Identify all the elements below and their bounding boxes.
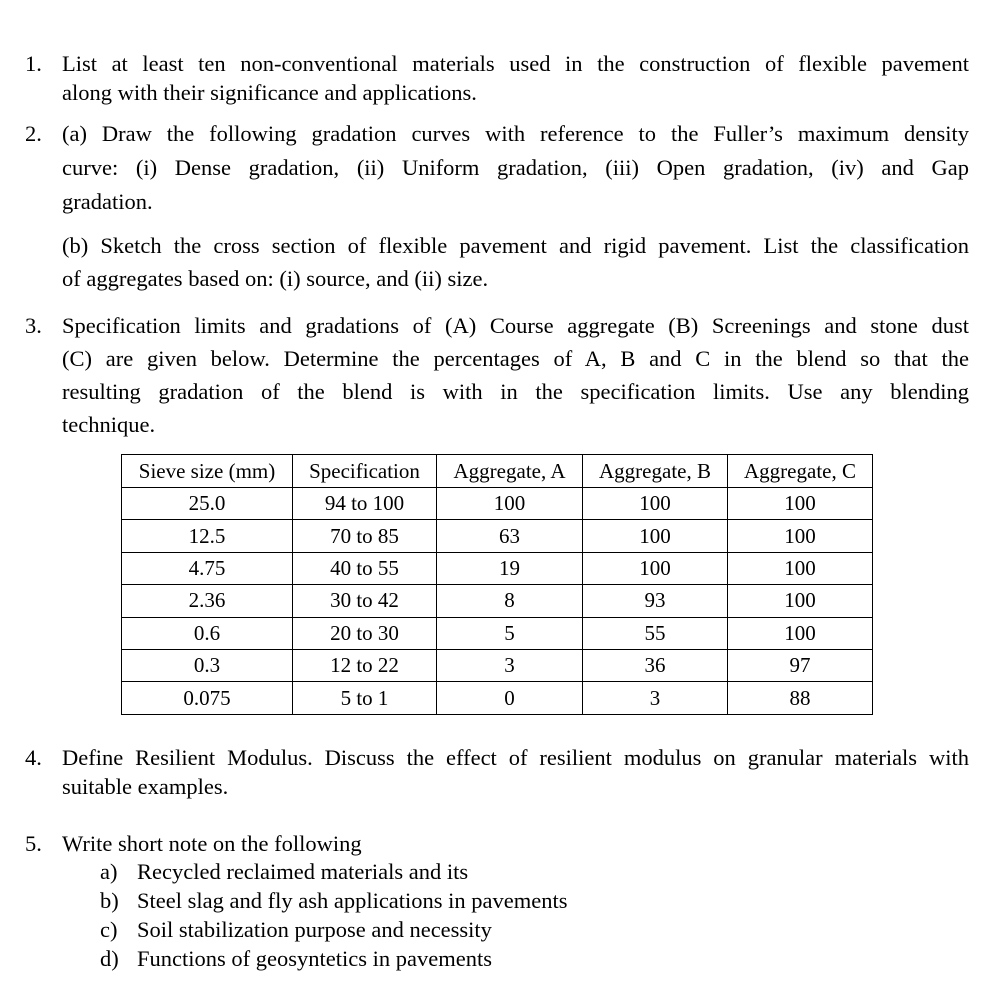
table-cell: 100	[437, 488, 583, 520]
column-header: Sieve size (mm)	[122, 455, 293, 488]
table-cell: 100	[728, 585, 873, 617]
column-header: Specification	[293, 455, 437, 488]
question-text	[62, 51, 969, 106]
question-text	[62, 745, 969, 800]
table-cell: 97	[728, 649, 873, 681]
table-header-row	[122, 455, 873, 488]
text-line: Define Resilient Modulus. Discuss the effect of resilient modulus on granular materials with	[62, 745, 969, 770]
text-line: Write short note on the following	[62, 831, 362, 856]
table-cell: 12.5	[122, 520, 293, 552]
table-row	[122, 520, 873, 552]
table-cell: 30 to 42	[293, 585, 437, 617]
question-number: 5.	[25, 831, 42, 856]
text-line: (b) Sketch the cross section of flexible pavement and rigid pavement. List the classification	[62, 233, 969, 258]
table-cell: 0.3	[122, 649, 293, 681]
table-cell: 100	[728, 520, 873, 552]
table-cell: 20 to 30	[293, 617, 437, 649]
table-row	[122, 552, 873, 584]
question-number: 2.	[25, 121, 42, 146]
question-number: 3.	[25, 313, 42, 338]
table-cell: 4.75	[122, 552, 293, 584]
table-row	[122, 682, 873, 714]
table-cell: 88	[728, 682, 873, 714]
item-text: Recycled reclaimed materials and its	[137, 859, 469, 884]
text-line: suitable examples.	[62, 774, 229, 799]
text-line: (a) Draw the following gradation curves with reference to the Fuller’s maximum density	[62, 121, 969, 146]
gradation-table	[121, 454, 873, 715]
question-part-a	[62, 121, 969, 215]
column-header: Aggregate, C	[728, 455, 873, 488]
table-cell: 5 to 1	[293, 682, 437, 714]
table-cell: 0.6	[122, 617, 293, 649]
question-part-b	[62, 233, 969, 292]
table-cell: 25.0	[122, 488, 293, 520]
table-cell: 3	[583, 682, 728, 714]
table-row	[122, 617, 873, 649]
table-row	[122, 649, 873, 681]
table-cell: 19	[437, 552, 583, 584]
table-cell: 36	[583, 649, 728, 681]
table-cell: 0	[437, 682, 583, 714]
column-header: Aggregate, A	[437, 455, 583, 488]
table-cell: 2.36	[122, 585, 293, 617]
text-line: Specification limits and gradations of (A) Course aggregate (B) Screenings and stone dust	[62, 313, 969, 338]
item-label: b)	[100, 888, 119, 913]
table-cell: 94 to 100	[293, 488, 437, 520]
item-text: Soil stabilization purpose and necessity	[137, 917, 492, 942]
text-line: resulting gradation of the blend is with in the specification limits. Use any blending	[62, 379, 969, 404]
table-cell: 3	[437, 649, 583, 681]
table-row	[122, 585, 873, 617]
item-label: a)	[100, 859, 118, 884]
table-row	[122, 488, 873, 520]
table-cell: 40 to 55	[293, 552, 437, 584]
text-line: along with their significance and applications.	[62, 80, 477, 105]
table-cell: 100	[728, 488, 873, 520]
table-cell: 93	[583, 585, 728, 617]
item-text: Steel slag and fly ash applications in pavements	[137, 888, 568, 913]
table-cell: 63	[437, 520, 583, 552]
text-line: technique.	[62, 412, 156, 437]
table-cell: 70 to 85	[293, 520, 437, 552]
item-text: Functions of geosyntetics in pavements	[137, 946, 492, 971]
table-cell: 0.075	[122, 682, 293, 714]
question-number: 1.	[25, 51, 42, 76]
question-text	[62, 831, 969, 857]
item-label: c)	[100, 917, 118, 942]
table-cell: 5	[437, 617, 583, 649]
question-text	[62, 313, 969, 438]
text-line: of aggregates based on: (i) source, and (ii) size.	[62, 266, 489, 291]
question-number: 4.	[25, 745, 42, 770]
table-cell: 100	[583, 520, 728, 552]
table-cell: 100	[728, 552, 873, 584]
table-cell: 100	[583, 488, 728, 520]
table-cell: 12 to 22	[293, 649, 437, 681]
table-cell: 100	[583, 552, 728, 584]
table-cell: 100	[728, 617, 873, 649]
table-cell: 8	[437, 585, 583, 617]
item-label: d)	[100, 946, 119, 971]
text-line: List at least ten non-conventional materials used in the construction of flexible pavement	[62, 51, 969, 76]
table-cell: 55	[583, 617, 728, 649]
text-line: gradation.	[62, 189, 153, 214]
text-line: (C) are given below. Determine the percentages of A, B and C in the blend so that the	[62, 346, 969, 371]
text-line: curve: (i) Dense gradation, (ii) Uniform gradation, (iii) Open gradation, (iv) and Gap	[62, 155, 969, 180]
column-header: Aggregate, B	[583, 455, 728, 488]
